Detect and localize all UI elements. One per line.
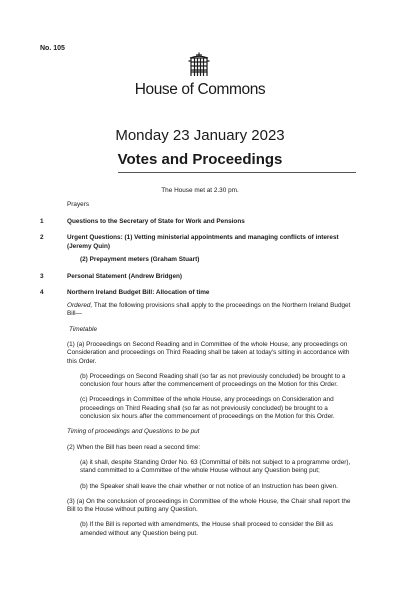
proceedings-body xyxy=(40,201,352,545)
item-1 xyxy=(40,218,352,226)
item-number: 3 xyxy=(40,273,44,281)
item-3 xyxy=(40,273,352,281)
timetable-heading: Timetable xyxy=(69,325,98,333)
prayers-text: Prayers xyxy=(67,201,90,208)
portcullis-icon xyxy=(188,52,210,78)
timing-heading: Timing of proceedings and Questions to be put xyxy=(67,428,200,436)
item-number: 4 xyxy=(40,289,44,297)
item-text: Questions to the Secretary of State for Work and Pensions xyxy=(67,218,245,226)
paragraph-1b: (b) Proceedings on Second Reading shall (so far as not previously concluded) be brought to a conclusion four hours after the commencement of proceedings on the Motion for this Order. xyxy=(80,372,346,389)
paragraph-3a: (3) (a) On the conclusion of proceedings in Committee of the whole House, the Chair shall report the Bill to the House without putting any Question. xyxy=(67,497,351,514)
sitting-date: Monday 23 January 2023 xyxy=(115,127,285,144)
paragraph-2a: (a) it shall, despite Standing Order No. 63 (Committal of bills not subject to a programme order), stand committed to a Committee of the whole House without any Question being put; xyxy=(80,458,351,475)
paragraph-2b: (b) the Speaker shall leave the chair whether or not notice of an Instruction has been given. xyxy=(80,482,338,490)
item-text: Northern Ireland Budget Bill: Allocation of time xyxy=(67,289,210,297)
ordered-paragraph xyxy=(67,302,352,319)
document-title: Votes and Proceedings xyxy=(117,151,283,168)
paragraph-2: (2) When the Bill has been read a second time: xyxy=(67,443,201,451)
paragraph-1a: (1) (a) Proceedings on Second Reading and in Committee of the whole House, any proceedings on Consideration and proceedings on Third Reading shall be taken at today's sitting in accordance with this Order. xyxy=(67,340,350,365)
item-text: Personal Statement (Andrew Bridgen) xyxy=(67,273,183,281)
ordered-word: Ordered, xyxy=(67,302,93,310)
item-4 xyxy=(40,289,352,297)
item-text: Urgent Questions: (1) Vetting ministerial appointments and managing conflicts of interest (Jeremy Quin) xyxy=(67,234,339,250)
item-number: 1 xyxy=(40,218,44,226)
paragraph-1c: (c) Proceedings in Committee of the whole House, any proceedings on Consideration and proceedings on Third Reading shall (so far as not previously concluded) be brought to a conclusion six hours after the commencement of proceedings on the Motion for this Order. xyxy=(80,396,335,421)
title-rule xyxy=(118,172,356,173)
item-number: 2 xyxy=(40,234,44,242)
item-2-sub: (2) Prepayment meters (Graham Stuart) xyxy=(80,255,200,263)
ordered-text: That the following provisions shall apply to the proceedings on the Northern Ireland Budget Bill— xyxy=(67,302,351,318)
house-name: House of Commons xyxy=(134,81,266,98)
paragraph-3b: (b) If the Bill is reported with amendments, the House shall proceed to consider the Bill as amended without any Question being put. xyxy=(80,521,333,537)
house-met-text: The House met at 2.30 pm. xyxy=(161,187,239,194)
issue-number: No. 105 xyxy=(40,45,65,52)
item-2 xyxy=(40,234,352,251)
